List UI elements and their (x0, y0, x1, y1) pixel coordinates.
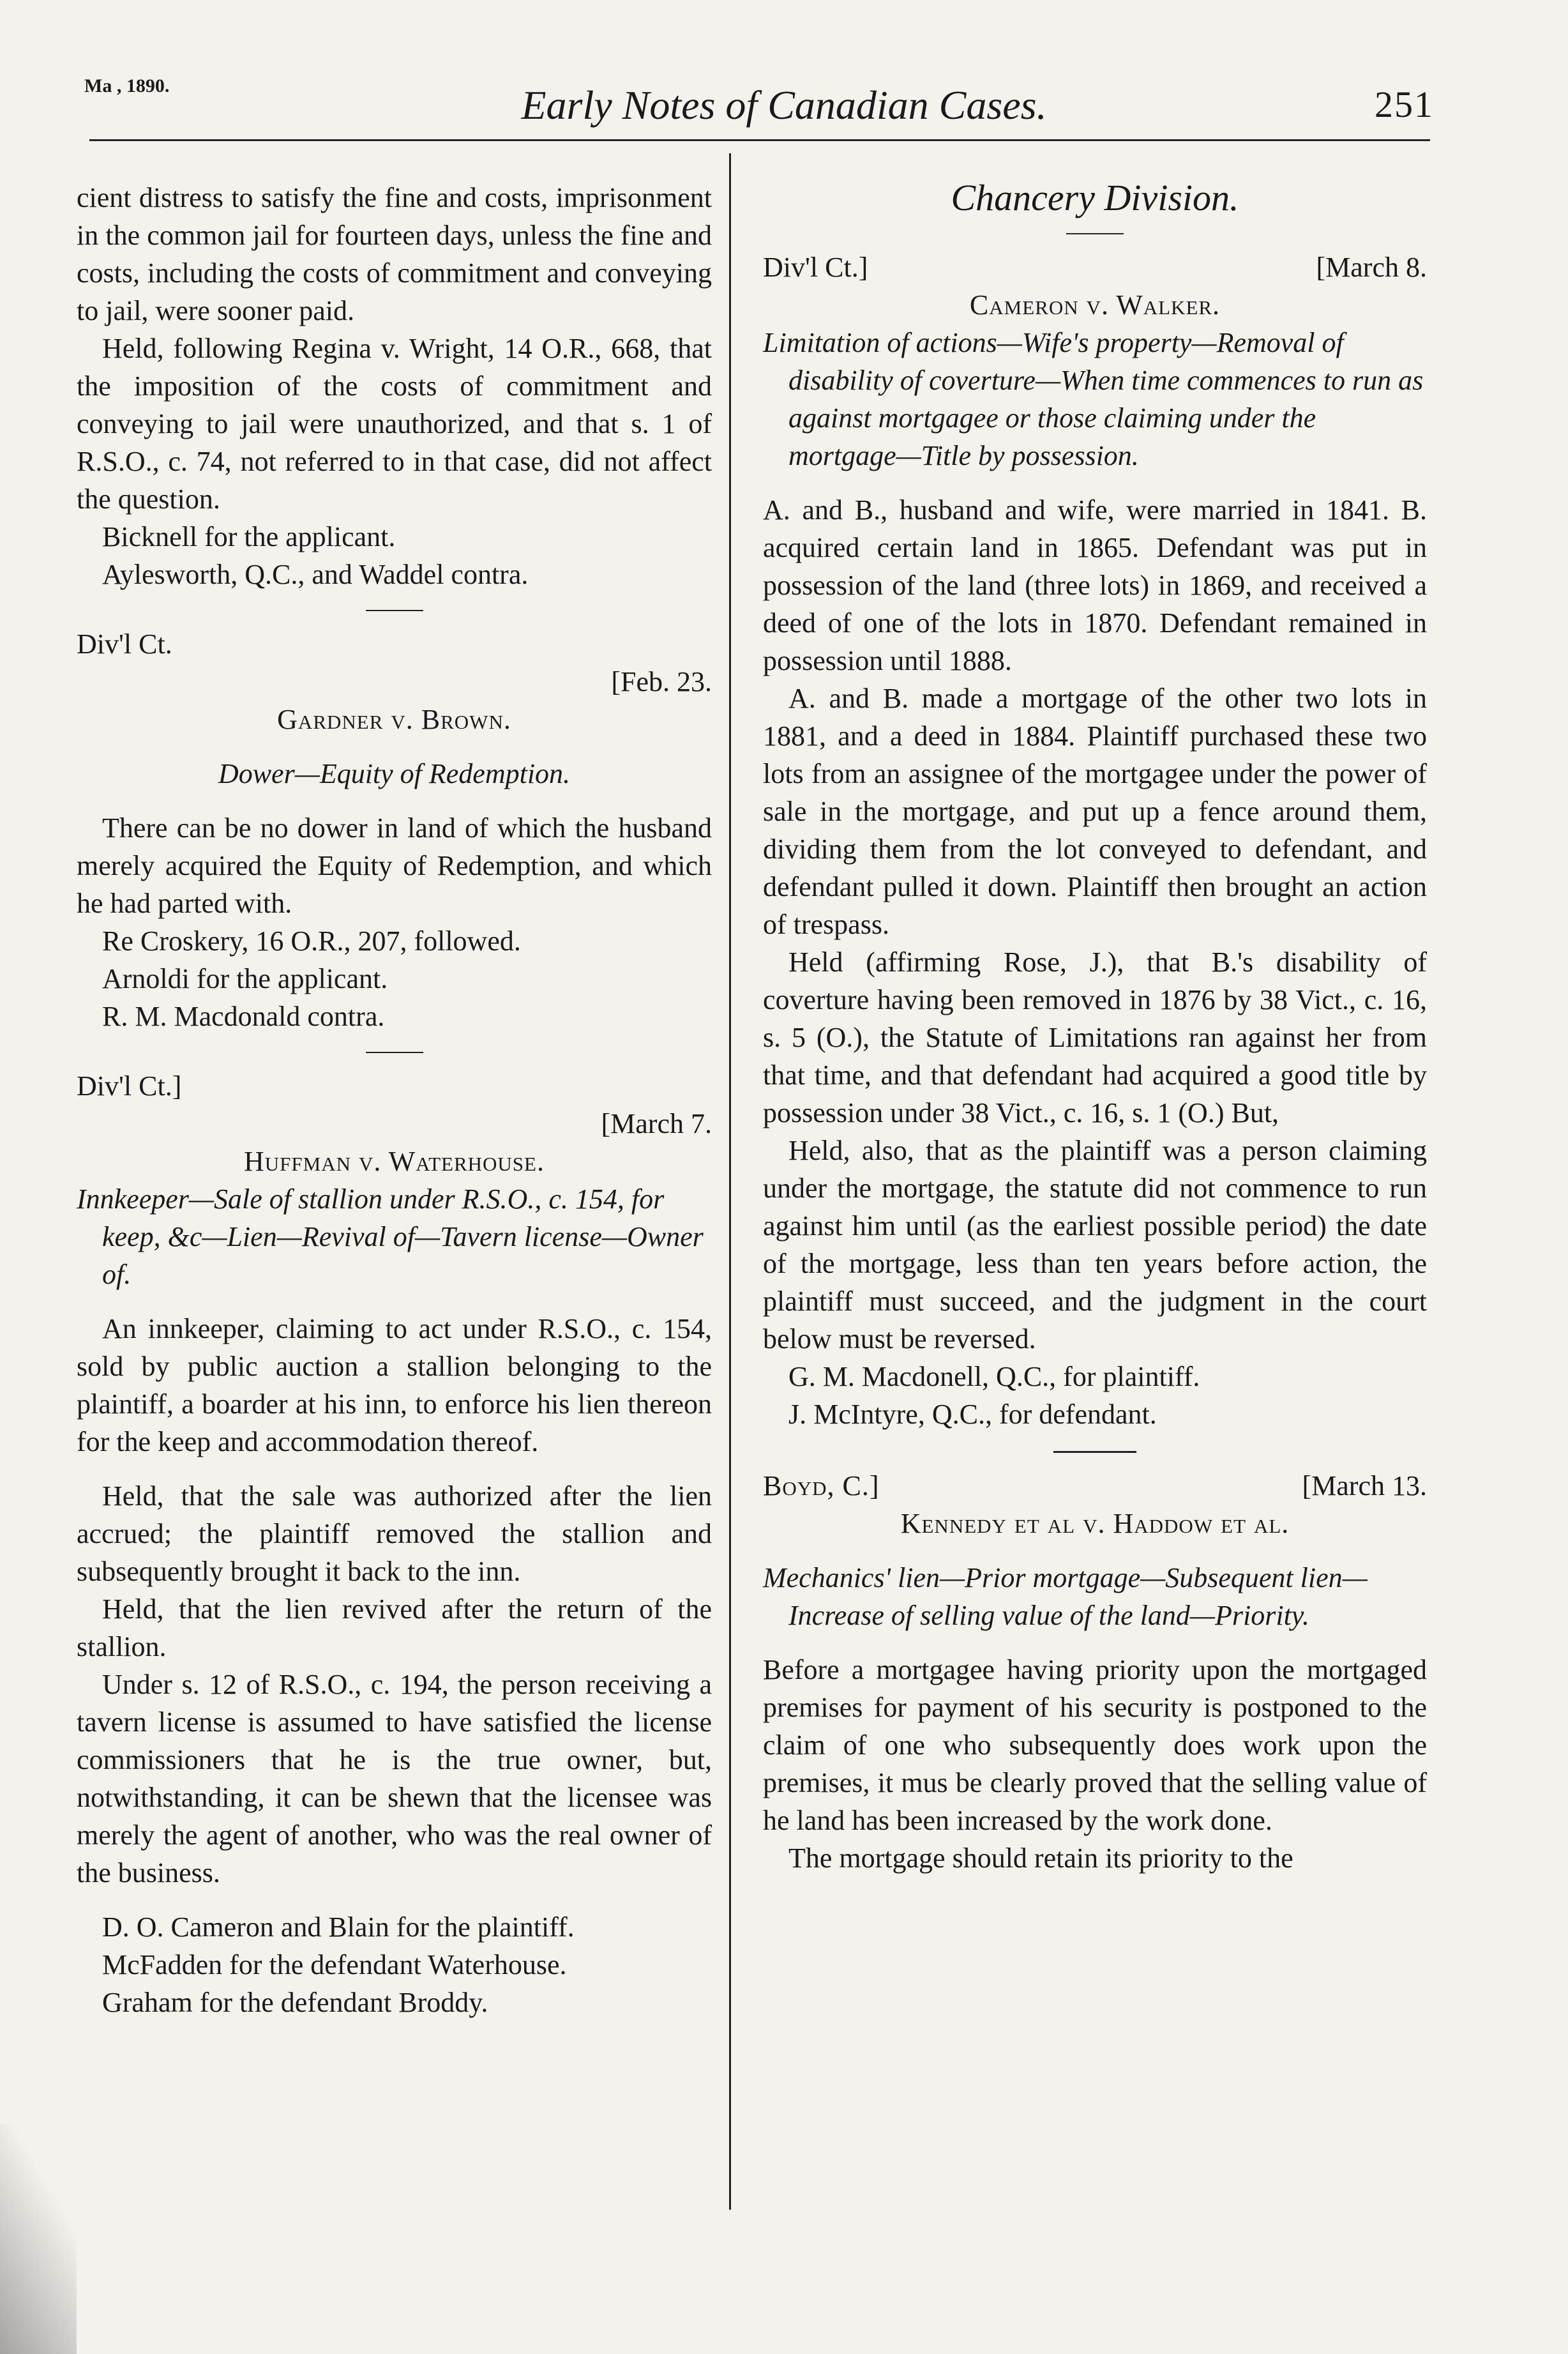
case-date: [March 13. (1302, 1470, 1427, 1501)
case-date: [Feb. 23. (611, 666, 712, 697)
page-number: 251 (1375, 84, 1434, 125)
paragraph: A. and B. made a mortgage of the other two lots in 1881, and a deed in 1884. Plaintiff purchased these two lots from an assignee of the mortgagee under the power of sale in the mortgage, and put up a fence around them, dividing them from the lot conveyed to defendant, and defendant pulled it down. Plaintiff then brought an action of trespass. (763, 683, 1427, 940)
column-divider (729, 153, 731, 2210)
paragraph: Held, that the lien revived after the return of the stallion. (77, 1593, 712, 1662)
counsel-line: Aylesworth, Q.C., and Waddel contra. (102, 559, 529, 590)
header-rule (89, 139, 1430, 141)
counsel-line: J. McIntyre, Q.C., for defendant. (788, 1399, 1157, 1430)
paragraph: Re Croskery, 16 O.R., 207, followed. (102, 925, 521, 957)
separator (366, 1052, 423, 1053)
separator (1053, 1451, 1136, 1453)
court-label: Div'l Ct.] (77, 1070, 182, 1102)
paragraph: An innkeeper, claiming to act under R.S.O., c. 154, sold by public auction a stallion belonging to the plaintiff, a boarder at his inn, to enforce his lien thereon for the keep and accommodation thereof. (77, 1313, 712, 1457)
counsel-line: R. M. Macdonald contra. (102, 1001, 385, 1032)
counsel-line: G. M. Macdonell, Q.C., for plaintiff. (788, 1361, 1200, 1392)
case-heading: Innkeeper—Sale of stallion under R.S.O., c. 154, for keep, &c—Lien—Revival of—Tavern license—Owner of. (77, 1183, 704, 1290)
separator (1066, 233, 1124, 234)
case-title: Gardner v. Brown. (277, 704, 511, 735)
case-title: Cameron v. Walker. (969, 289, 1221, 321)
page-title: Early Notes of Canadian Cases. (521, 82, 1047, 128)
counsel-line: Graham for the defendant Broddy. (102, 1987, 488, 2018)
court-line (763, 1467, 1427, 1505)
case-date: [March 7. (601, 1108, 712, 1139)
counsel-line: McFadden for the defendant Waterhouse. (102, 1949, 567, 1980)
case-title: Huffman v. Waterhouse. (244, 1146, 545, 1177)
right-column (763, 179, 1427, 1877)
case-heading: Limitation of actions—Wife's property—Removal of disability of coverture—When time commences to run as against mortgagee or those claiming under the mortgage—Title by possession. (763, 327, 1424, 471)
court-line (763, 248, 1427, 286)
paragraph: Held, that the sale was authorized after the lien accrued; the plaintiff removed the stallion and subsequently brought it back to the inn. (77, 1480, 712, 1587)
header-date: Ma , 1890. (84, 75, 170, 96)
case-title: Kennedy et al v. Haddow et al. (900, 1508, 1290, 1539)
paragraph: cient distress to satisfy the fine and costs, imprisonment in the common jail for fourteen days, unless the fine and costs, including the costs of commitment and conveying to jail, were sooner paid. (77, 182, 712, 326)
paragraph: There can be no dower in land of which the husband merely acquired the Equity of Redemption, and which he had parted with. (77, 812, 712, 919)
paragraph: Held, also, that as the plaintiff was a person claiming under the mortgage, the statute did not commence to run against him until (as the earliest possible period) the date of the mortgage, less than ten years before action, the plaintiff must succeed, and the judgment in the court below must be reversed. (763, 1135, 1427, 1355)
paragraph: Held, following Regina v. Wright, 14 O.R., 668, that the imposition of the costs of commitment and conveying to jail were unauthorized, and that s. 1 of R.S.O., c. 74, not referred to in that case, did not affect the question. (77, 333, 712, 515)
counsel-line: D. O. Cameron and Blain for the plaintiff. (102, 1911, 575, 1943)
case-heading: Mechanics' lien—Prior mortgage—Subsequent lien—Increase of selling value of the land—Priority. (763, 1562, 1368, 1631)
court-label: Boyd, C.] (763, 1470, 880, 1501)
paragraph: Under s. 12 of R.S.O., c. 194, the person receiving a tavern license is assumed to have satisfied the license commissioners that he is the true owner, but, notwithstanding, it can be shewn that the licensee was merely the agent of another, who was the real owner of the business. (77, 1669, 712, 1888)
scan-shadow (0, 2124, 77, 2354)
counsel-line: Arnoldi for the applicant. (102, 963, 388, 994)
court-label: Div'l Ct. (77, 628, 172, 660)
paragraph: Before a mortgagee having priority upon the mortgaged premises for payment of his security is postponed to the claim of one who subsequently does work upon the premises, it mus be clearly proved that the selling value of he land has been increased by the work done. (763, 1654, 1427, 1836)
case-date: [March 8. (1316, 252, 1427, 283)
paragraph: The mortgage should retain its priority to the (788, 1842, 1293, 1874)
division-heading: Chancery Division. (951, 177, 1239, 218)
paragraph: Held (affirming Rose, J.), that B.'s disability of coverture having been removed in 1876 by 38 Vict., c. 16, s. 5 (O.), the Statute of Limitations ran against her from that time, and that defendant had acquired a good title by possession under 38 Vict., c. 16, s. 1 (O.) But, (763, 946, 1427, 1128)
counsel-line: Bicknell for the applicant. (102, 521, 396, 552)
paragraph: A. and B., husband and wife, were married in 1841. B. acquired certain land in 1865. Defendant was put in possession of the land (three lots) in 1869, and received a deed of one of the lots in 1870. Defendant remained in possession until 1888. (763, 494, 1427, 676)
left-column (77, 179, 712, 2021)
case-heading: Dower—Equity of Redemption. (218, 758, 571, 789)
court-label: Div'l Ct.] (763, 252, 868, 283)
separator (366, 610, 423, 611)
